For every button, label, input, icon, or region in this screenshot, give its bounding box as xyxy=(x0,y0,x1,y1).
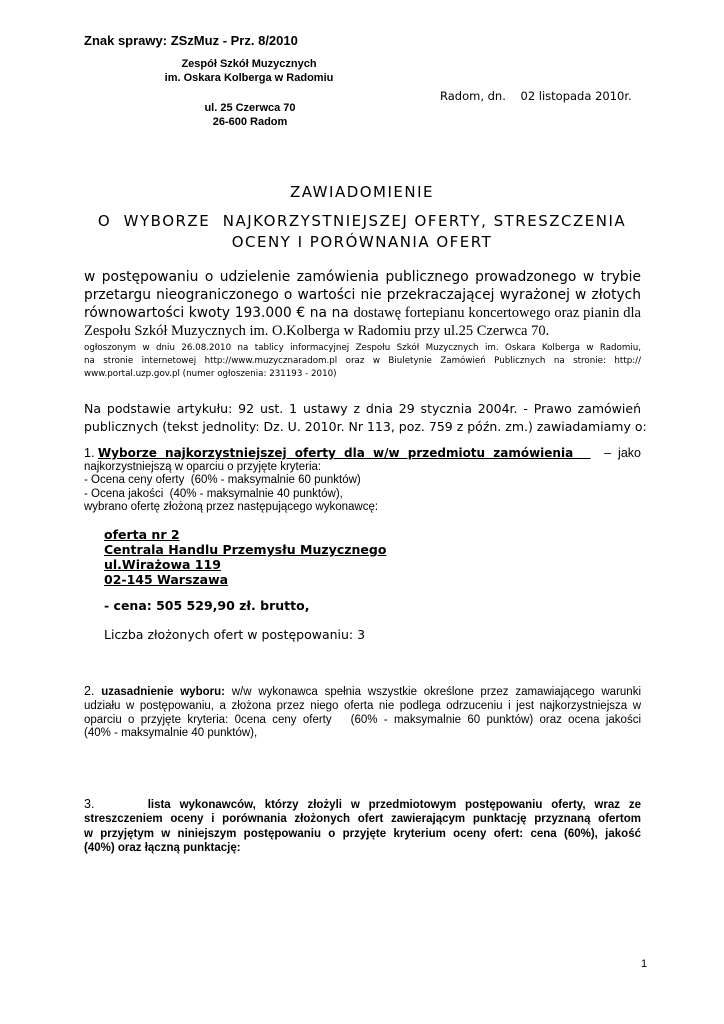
address-city: 26-600 Radom xyxy=(212,116,288,128)
section-3-line4: (40%) oraz łączną punktację: xyxy=(84,841,241,854)
document-title: ZAWIADOMIENIE xyxy=(289,183,435,201)
section-1-line1: najkorzystniejszą w oparciu o przyjęte kryteria: xyxy=(84,460,322,473)
section-2-line2: udziału w postępowaniu, a złożona przez niego oferta nie podlega odrzuceniu i jest najkorzystniejsza w xyxy=(84,699,641,712)
offer-street: ul.Wirażowa 119 xyxy=(104,557,221,572)
section-1 xyxy=(84,447,641,515)
offer-number: oferta nr 2 xyxy=(104,527,180,542)
school-name-line2: im. Oskara Kolberga w Radomiu xyxy=(164,72,334,84)
page-number: 1 xyxy=(641,958,648,970)
section-2-line1 xyxy=(84,685,641,700)
announcement-line2: na stronie internetowej http://www.muzycznaradom.pl oraz w Biuletynie Zamówień Publicznych na stronie: http:// xyxy=(84,356,641,366)
section-2-line4: (40% - maksymalnie 40 punktów), xyxy=(84,727,258,740)
subtitle-line1: O WYBORZE NAJKORZYSTNIEJSZEJ OFERTY, STRESZCZENIA xyxy=(97,212,627,230)
section-1-title-suffix: – jako xyxy=(604,446,641,460)
address-street: ul. 25 Czerwca 70 xyxy=(204,102,296,114)
offer-price: - cena: 505 529,90 zł. brutto, xyxy=(104,598,310,613)
section-1-title-wrap xyxy=(84,447,591,461)
announcement-line1: ogłoszonym w dniu 26.08.2010 na tablicy informacyjnej Zespołu Szkół Muzycznych im. Oskara Kolberga w Radomiu, xyxy=(84,343,641,353)
section-2-line1-text: w/w wykonawca spełnia wszystkie określone przez zamawiającego warunki xyxy=(224,686,642,698)
section-2 xyxy=(84,685,641,741)
section-1-line4: wybrano ofertę złożoną przez następującego wykonawcę: xyxy=(84,501,379,513)
school-name xyxy=(120,57,378,85)
case-number: Znak sprawy: ZSzMuz - Prz. 8/2010 xyxy=(84,33,298,48)
section-3-line2: streszczeniem oceny i porównania złożonych ofert zawierającym punktację przyznaną ofertom xyxy=(84,813,641,826)
intro-line3 xyxy=(84,304,641,322)
section-3-line1-text: lista wykonawców, którzy złożyli w przedmiotowym postępowaniu oferty, wraz ze xyxy=(147,799,641,811)
intro-line1: w postępowaniu o udzielenie zamówienia publicznego prowadzonego w trybie xyxy=(84,269,641,285)
legal-basis-paragraph xyxy=(84,400,647,436)
section-1-underline-tail xyxy=(573,446,590,460)
offer-company: Centrala Handlu Przemysłu Muzycznego xyxy=(104,542,387,557)
school-name-line1: Zespół Szkół Muzycznych xyxy=(181,58,317,70)
section-2-line3: oparciu o przyjęte kryteria: 0cena ceny oferty (60% - maksymalnie 60 punktów) oraz ocena jakości xyxy=(84,713,641,726)
subtitle-line2: OCENY I PORÓWNANIA OFERT xyxy=(231,233,493,251)
announcement-paragraph xyxy=(84,342,641,381)
intro-line4: Zespołu Szkół Muzycznych im. O.Kolberga w Radomiu przy ul.25 Czerwca 70. xyxy=(84,323,550,339)
section-3-number: 3. xyxy=(84,797,95,811)
winning-offer xyxy=(104,527,386,587)
announcement-line3: www.portal.uzp.gov.pl (numer ogłoszenia: 231193 - 2010) xyxy=(84,369,337,379)
school-address xyxy=(150,101,350,129)
section-1-number: 1. xyxy=(84,446,95,460)
section-3-line1 xyxy=(84,797,641,812)
section-1-title: Wyborze najkorzystniejszej oferty dla w/w przedmiotu zamówienia xyxy=(97,446,574,460)
section-1-line2: - Ocena ceny oferty (60% - maksymalnie 60 punktów) xyxy=(84,474,361,486)
offer-count: Liczba złożonych ofert w postępowaniu: 3 xyxy=(104,627,366,642)
section-2-title: uzasadnienie wyboru: xyxy=(101,686,225,698)
section-1-heading xyxy=(84,447,641,461)
legal-basis-line2: publicznych (tekst jednolity: Dz. U. 2010r. Nr 113, poz. 759 z późn. zm.) zawiadamiamy o: xyxy=(84,419,647,434)
section-1-line3: - Ocena jakości (40% - maksymalnie 40 punktów), xyxy=(84,487,343,500)
intro-line2: przetargu nieograniczonego o wartości nie przekraczającej wyrażonej w złotych xyxy=(84,287,641,303)
intro-line3-subject: dostawę fortepianu koncertowego oraz pianin dla xyxy=(353,305,641,321)
section-3 xyxy=(84,797,641,855)
offer-city: 02-145 Warszawa xyxy=(104,572,229,587)
intro-paragraph xyxy=(84,268,641,340)
document-subtitle xyxy=(60,211,664,253)
section-2-number: 2. xyxy=(84,684,95,698)
legal-basis-line1: Na podstawie artykułu: 92 ust. 1 ustawy z dnia 29 stycznia 2004r. - Prawo zamówień xyxy=(84,401,641,416)
intro-line3-amount: równowartości kwoty 193.000 € na na xyxy=(84,305,354,321)
section-3-line3: w przyjętym w niniejszym postępowaniu o przyjęte kryterium oceny ofert: cena (60%), jakość xyxy=(84,827,641,840)
document-date: Radom, dn. 02 listopada 2010r. xyxy=(440,89,632,103)
